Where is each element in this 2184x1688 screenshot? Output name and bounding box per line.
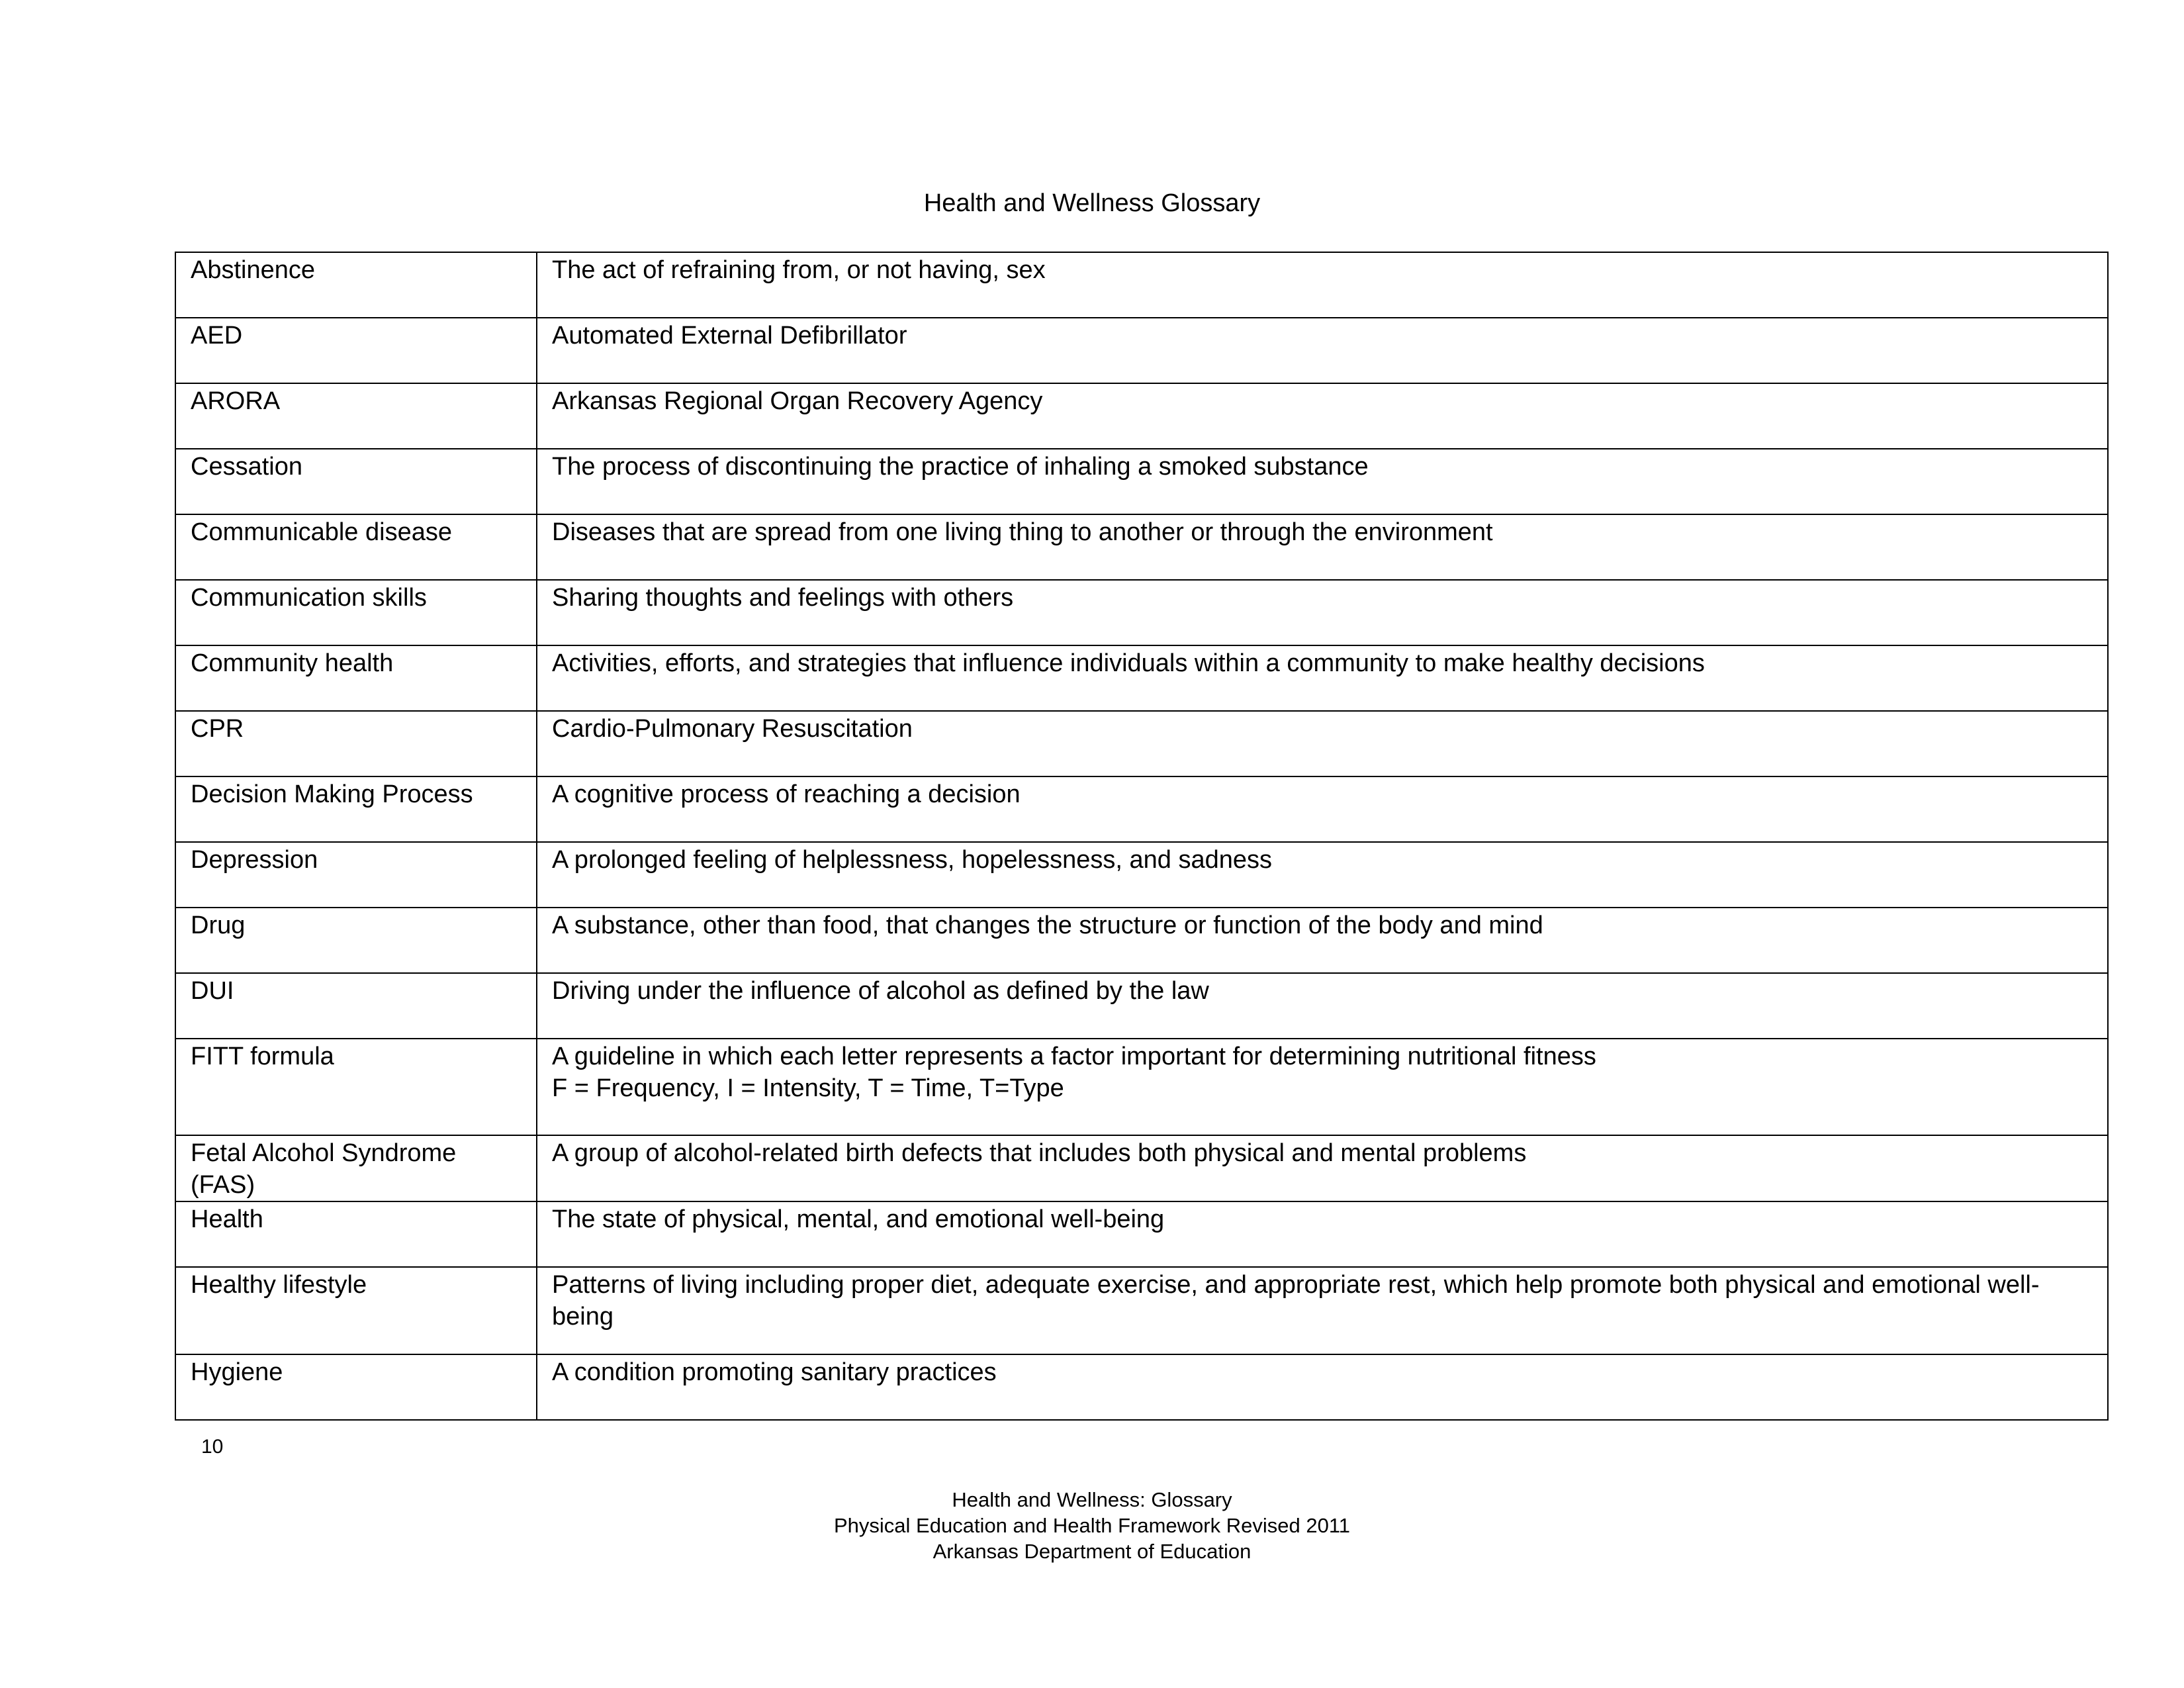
term-cell: CPR [175,711,537,776]
table-row [175,1135,2108,1201]
term-cell: Hygiene [175,1354,537,1420]
definition-cell: A prolonged feeling of helplessness, hopelessness, and sadness [537,842,2108,908]
footer-line: Physical Education and Health Framework Revised 2011 [834,1514,1350,1537]
definition-cell [537,1039,2108,1135]
table-row [175,449,2108,514]
footer-line: Health and Wellness: Glossary [952,1488,1232,1511]
definition-cell: A cognitive process of reaching a decision [537,776,2108,842]
term-cell: Health [175,1201,537,1267]
table-row [175,973,2108,1039]
term-cell: Fetal Alcohol Syndrome (FAS) [175,1135,537,1201]
glossary-table [175,252,2109,1421]
term-cell: FITT formula [175,1039,537,1135]
definition-cell: The process of discontinuing the practice of inhaling a smoked substance [537,449,2108,514]
definition-cell: A substance, other than food, that changes the structure or function of the body and mind [537,908,2108,973]
definition-cell: The state of physical, mental, and emotional well-being [537,1201,2108,1267]
table-row [175,318,2108,383]
table-row [175,776,2108,842]
term-cell: DUI [175,973,537,1039]
term-cell: Community health [175,645,537,711]
definition-cell: A group of alcohol-related birth defects that includes both physical and mental problems [537,1135,2108,1201]
table-row [175,1039,2108,1135]
footer-line: Arkansas Department of Education [933,1540,1251,1563]
term-cell: Healthy lifestyle [175,1267,537,1354]
definition-line: A guideline in which each letter represents a factor important for determining nutritional fitness [552,1043,1596,1070]
term-cell: Abstinence [175,252,537,318]
page-title: Health and Wellness Glossary [923,189,1261,217]
page-number: 10 [201,1436,224,1458]
term-cell: AED [175,318,537,383]
definition-cell: Sharing thoughts and feelings with others [537,580,2108,645]
definition-cell: Diseases that are spread from one living thing to another or through the environment [537,514,2108,580]
table-row [175,252,2108,318]
table-row [175,383,2108,449]
definition-cell: Arkansas Regional Organ Recovery Agency [537,383,2108,449]
table-row [175,711,2108,776]
table-row [175,514,2108,580]
definition-cell: Cardio-Pulmonary Resuscitation [537,711,2108,776]
definition-cell: A condition promoting sanitary practices [537,1354,2108,1420]
table-row [175,580,2108,645]
definition-line: F = Frequency, I = Intensity, T = Time, T=Type [552,1074,1064,1102]
page-footer [0,1487,2184,1564]
term-cell: Depression [175,842,537,908]
table-row [175,908,2108,973]
table-row [175,1354,2108,1420]
term-cell: Communicable disease [175,514,537,580]
definition-cell: Driving under the influence of alcohol as defined by the law [537,973,2108,1039]
term-cell: Decision Making Process [175,776,537,842]
definition-cell: Activities, efforts, and strategies that influence individuals within a community to make healthy decisions [537,645,2108,711]
definition-cell: Automated External Defibrillator [537,318,2108,383]
table-row [175,842,2108,908]
definition-cell: Patterns of living including proper diet, adequate exercise, and appropriate rest, which help promote both physical and emotional well-being [537,1267,2108,1354]
term-cell: Communication skills [175,580,537,645]
table-row [175,1267,2108,1354]
term-cell: Drug [175,908,537,973]
table-row [175,1201,2108,1267]
term-cell: ARORA [175,383,537,449]
definition-cell: The act of refraining from, or not having, sex [537,252,2108,318]
table-row [175,645,2108,711]
term-cell: Cessation [175,449,537,514]
